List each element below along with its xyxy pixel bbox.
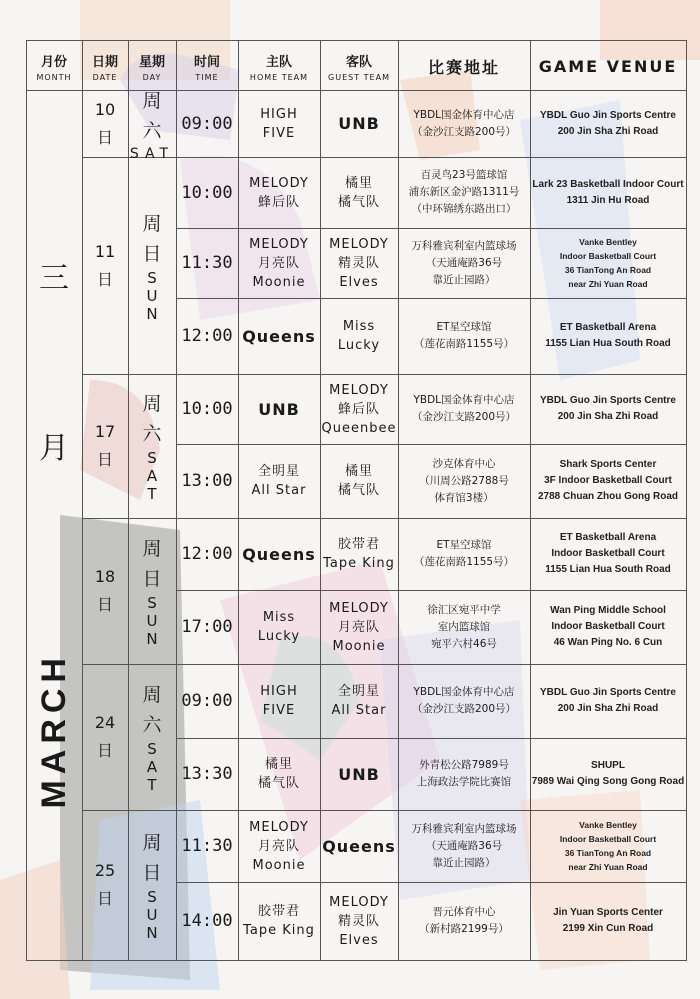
venue-cell [530,374,686,444]
address-cell [398,882,530,960]
guest-team-cell [320,90,398,157]
header-time-cn: 时间 [193,54,220,70]
venue-cell [530,157,686,228]
guest-team-line: 橘气队 [337,194,380,210]
address-cell [398,298,530,374]
time-cell [176,157,238,228]
date-day-char: 日 [96,269,113,289]
header-address [398,42,530,90]
grid-line [26,960,687,961]
home-team-line: 蜂后队 [257,194,300,210]
home-team-cell [238,298,320,374]
home-team-line: 橘里 [264,757,293,772]
venue-line: Indoor Basketball Court [551,621,665,632]
home-team-line: Queens [242,326,316,346]
game-time: 09:00 [181,113,233,134]
date-day-char: 日 [96,127,113,147]
header-date-cn: 日期 [91,54,118,70]
address-cell [398,518,530,590]
date-day-char: 日 [96,595,113,614]
guest-team-line: 精灵队 [337,913,380,929]
venue-line: ET Basketball Arena [559,322,657,333]
venue-line: near Zhi Yuan Road [568,862,648,872]
venue-line: Vanke Bentley [579,237,637,247]
address-line: YBDL国金体育中心店 [413,686,515,698]
venue-cell [530,664,686,738]
address-cell [398,90,530,157]
home-team-cell [238,882,320,960]
weekday-en: SUN [143,594,161,648]
venue-line: YBDL Guo Jin Sports Centre [540,395,676,406]
game-time: 09:00 [181,691,233,711]
home-team-line: Moonie [252,274,306,290]
home-team-cell [238,738,320,810]
date-day-char: 日 [96,450,113,469]
time-cell [176,882,238,960]
time-cell [176,90,238,157]
address-line: （金沙江支路200号） [411,703,517,715]
header-venue-en: GAME VENUE [538,56,678,76]
date-day-char: 日 [96,741,113,760]
weekday-cn-2: 日 [142,862,162,884]
weekday-en: SUN [143,888,161,942]
month-en [26,620,82,840]
venue-cell [530,518,686,590]
venue-cell [530,810,686,882]
address-cell [398,374,530,444]
guest-team-cell [320,228,398,298]
header-venue [530,42,686,90]
header-guest-cn: 客队 [345,54,372,70]
address-cell [398,228,530,298]
weekday-en: SAT [143,740,161,794]
date-cell [82,157,128,374]
address-line: （金沙江支路200号） [411,125,517,138]
header-address-cn: 比赛地址 [427,57,500,77]
home-team-cell [238,374,320,444]
home-team-cell [238,590,320,664]
header-month-cn: 月份 [40,54,67,70]
guest-team-line: MELODY [329,236,389,252]
guest-team-cell [320,157,398,228]
venue-line: 7989 Wai Qing Song Gong Road [531,776,685,787]
guest-team-cell [320,738,398,810]
venue-cell [530,590,686,664]
header-month [26,42,82,90]
weekday-en: SUN [143,268,161,323]
home-team-line: HIGH [260,106,298,122]
header-home [238,42,320,90]
guest-team-line: All Star [331,703,387,718]
address-line: 宛平六村46号 [431,637,497,650]
guest-team-line: MELODY [329,600,389,616]
guest-team-cell [320,444,398,518]
guest-team-line: 月亮队 [337,619,380,635]
home-team-line: 胶带君 [257,904,300,919]
guest-team-line: 橘里 [344,464,373,479]
month-cn-1-text: 三 [39,261,69,296]
home-team-cell [238,810,320,882]
guest-team-line: 全明星 [337,684,380,699]
address-line: （川周公路2788号 [419,474,509,487]
home-team-line: Queens [242,544,316,564]
weekday-en: SAT [129,145,175,162]
date-number: 11 [94,241,116,261]
venue-line: YBDL Guo Jin Sports Centre [540,687,676,698]
venue-line: 36 TianTong An Road [564,848,652,858]
venue-cell [530,738,686,810]
header-time-en: TIME [195,72,219,82]
home-team-line: MELODY [249,819,309,835]
venue-line: Indoor Basketball Court [551,548,665,559]
home-team-line: Miss [262,610,296,625]
venue-line: Jin Yuan Sports Center [553,907,663,918]
address-line: 晋元体育中心 [432,906,496,918]
venue-line: 1155 Lian Hua South Road [545,338,671,349]
guest-team-line: UNB [338,764,380,784]
game-time: 12:00 [181,326,233,346]
guest-team-line: MELODY [329,894,389,910]
time-cell [176,738,238,810]
address-line: （金沙江支路200号） [411,411,517,423]
venue-cell [530,444,686,518]
home-team-line: FIVE [262,703,296,718]
venue-line: 200 Jin Sha Zhi Road [557,125,659,137]
venue-line: ET Basketball Arena [559,532,657,543]
date-number: 17 [94,422,116,441]
header-time [176,42,238,90]
weekday-cn-1: 周 [142,538,162,560]
header-day [128,42,176,90]
game-time: 11:30 [181,836,233,856]
header-date [82,42,128,90]
home-team-cell [238,228,320,298]
home-team-cell [238,518,320,590]
venue-line: 2199 Xin Cun Road [562,923,654,934]
date-cell [82,810,128,960]
header-day-cn: 星期 [138,54,165,70]
weekday-cell [128,664,176,810]
date-number: 24 [94,713,116,732]
time-cell [176,590,238,664]
date-cell [82,374,128,518]
guest-team-cell [320,810,398,882]
home-team-line: MELODY [249,175,309,191]
venue-line: Lark 23 Basketball Indoor Court [532,178,684,190]
weekday-cell [128,89,176,162]
address-cell [398,444,530,518]
address-line: 靠近止园路） [432,273,496,286]
venue-line: 2788 Chuan Zhou Gong Road [537,491,678,502]
address-cell [398,810,530,882]
header-home-cn: 主队 [265,54,292,70]
guest-team-line: Elves [339,932,379,948]
address-line: 万科雅宾利室内篮球场 [411,239,517,252]
game-time: 17:00 [181,617,233,637]
address-line: （莲花南路1155号） [413,338,515,350]
weekday-cn-2: 六 [142,119,162,142]
home-team-line: UNB [258,399,300,419]
address-line: 百灵鸟23号篮球馆 [420,169,508,181]
month-cn-2 [26,410,82,480]
guest-team-line: Queens [322,836,396,856]
guest-team-line: Lucky [337,338,381,353]
venue-line: 200 Jin Sha Zhi Road [557,703,659,714]
header-guest-en: GUEST TEAM [328,72,390,82]
guest-team-cell [320,882,398,960]
header-day-en: DAY [142,72,162,82]
weekday-cell [128,518,176,664]
venue-line: 200 Jin Sha Zhi Road [557,411,659,422]
home-team-line: Tape King [243,923,315,938]
time-cell [176,810,238,882]
date-number: 10 [94,99,116,119]
venue-line: 1155 Lian Hua South Road [545,564,671,575]
address-line: （天通庵路36号 [425,256,503,269]
guest-team-line: Queenbee [321,420,397,436]
date-cell [82,664,128,810]
address-line: （天通庵路36号 [425,839,503,852]
address-line: 浦东新区金沪路1311号 [408,186,520,198]
venue-line: near Zhi Yuan Road [568,279,648,289]
guest-team-line: 橘里 [344,175,373,191]
venue-line: 3F Indoor Basketball Court [544,475,672,486]
venue-line: YBDL Guo Jin Sports Centre [540,109,676,121]
month-en-text: MARCH [34,651,73,809]
weekday-cn-2: 六 [142,423,162,445]
address-cell [398,590,530,664]
header-home-en: HOME TEAM [249,72,309,82]
home-team-line: 月亮队 [257,838,300,854]
guest-team-cell [320,590,398,664]
header-month-en: MONTH [36,72,72,82]
guest-team-cell [320,518,398,590]
address-line: 徐汇区宛平中学 [427,603,501,616]
home-team-cell [238,90,320,157]
venue-line: SHUPL [591,760,625,771]
month-cn-1 [26,240,82,310]
guest-team-line: MELODY [329,382,389,398]
game-time: 11:30 [181,253,233,273]
address-line: （新村路2199号） [419,923,509,935]
guest-team-cell [320,374,398,444]
month-cn-2-text: 月 [39,431,69,466]
guest-team-line: 蜂后队 [337,401,380,417]
address-line: （中环锦绣东路出口） [411,203,517,215]
game-time: 10:00 [181,399,233,419]
time-cell [176,518,238,590]
address-line: 靠近止园路） [432,856,496,869]
date-cell [82,90,128,157]
weekday-cn-2: 日 [142,242,162,265]
address-line: YBDL国金体育中心店 [413,108,515,121]
guest-team-line: 橘气队 [337,483,380,498]
address-line: 沙克体育中心 [432,457,496,470]
venue-cell [530,228,686,298]
venue-cell [530,90,686,157]
venue-line: 1311 Jin Hu Road [566,194,650,206]
venue-line: 46 Wan Ping No. 6 Cun [553,637,663,648]
home-team-line: 橘气队 [257,776,300,791]
venue-line: 36 TianTong An Road [564,265,652,275]
weekday-cn-1: 周 [142,684,162,706]
address-line: 体育馆3楼） [434,491,494,504]
weekday-cell [128,810,176,960]
game-time: 13:30 [181,764,233,784]
header-date-en: DATE [92,72,118,82]
guest-team-line: Elves [339,274,379,290]
time-cell [176,444,238,518]
weekday-cn-2: 六 [142,714,162,736]
date-cell [82,518,128,664]
guest-team-line: 精灵队 [337,255,380,271]
guest-team-line: Moonie [332,638,386,654]
time-cell [176,374,238,444]
address-cell [398,664,530,738]
guest-team-cell [320,298,398,374]
weekday-cn-1: 周 [142,212,162,235]
home-team-cell [238,157,320,228]
weekday-cell [128,157,176,374]
address-line: ET星空球馆 [436,539,492,551]
address-line: 室内篮球馆 [437,620,491,633]
address-line: YBDL国金体育中心店 [413,394,515,406]
home-team-line: FIVE [262,125,296,141]
guest-team-line: UNB [338,114,380,133]
address-line: ET星空球馆 [436,321,492,333]
venue-line: Wan Ping Middle School [550,605,666,616]
header-guest [320,42,398,90]
address-line: （莲花南路1155号） [413,556,515,568]
time-cell [176,228,238,298]
weekday-cn-1: 周 [142,832,162,854]
game-time: 12:00 [181,544,233,564]
time-cell [176,664,238,738]
weekday-cn-1: 周 [142,393,162,415]
weekday-cn-2: 日 [142,568,162,590]
weekday-cell [128,374,176,518]
home-team-line: Moonie [252,857,306,873]
home-team-line: HIGH [260,684,298,699]
guest-team-line: Miss [342,319,376,334]
address-line: 外青松公路7989号 [419,759,509,771]
home-team-line: MELODY [249,236,309,252]
guest-team-line: 胶带君 [337,537,380,552]
game-time: 10:00 [181,182,233,203]
venue-line: Indoor Basketball Court [559,834,657,844]
grid-line [686,40,687,960]
venue-line: Shark Sports Center [559,459,657,470]
date-number: 25 [94,861,116,880]
game-time: 13:00 [181,471,233,491]
home-team-line: 月亮队 [257,255,300,271]
weekday-cn-1: 周 [142,89,162,112]
time-cell [176,298,238,374]
date-number: 18 [94,567,116,586]
grid-line [26,40,687,41]
venue-line: Vanke Bentley [579,820,637,830]
address-line: 上海政法学院比赛馆 [416,776,512,788]
address-line: 万科雅宾利室内篮球场 [411,822,517,835]
date-day-char: 日 [96,889,113,908]
venue-cell [530,882,686,960]
home-team-cell [238,444,320,518]
address-cell [398,738,530,810]
game-time: 14:00 [181,911,233,931]
address-cell [398,157,530,228]
venue-cell [530,298,686,374]
home-team-line: 全明星 [257,464,300,479]
weekday-en: SAT [143,449,161,503]
home-team-line: All Star [251,483,307,498]
home-team-line: Lucky [257,629,301,644]
guest-team-cell [320,664,398,738]
guest-team-line: Tape King [323,556,395,571]
venue-line: Indoor Basketball Court [559,251,657,261]
home-team-cell [238,664,320,738]
